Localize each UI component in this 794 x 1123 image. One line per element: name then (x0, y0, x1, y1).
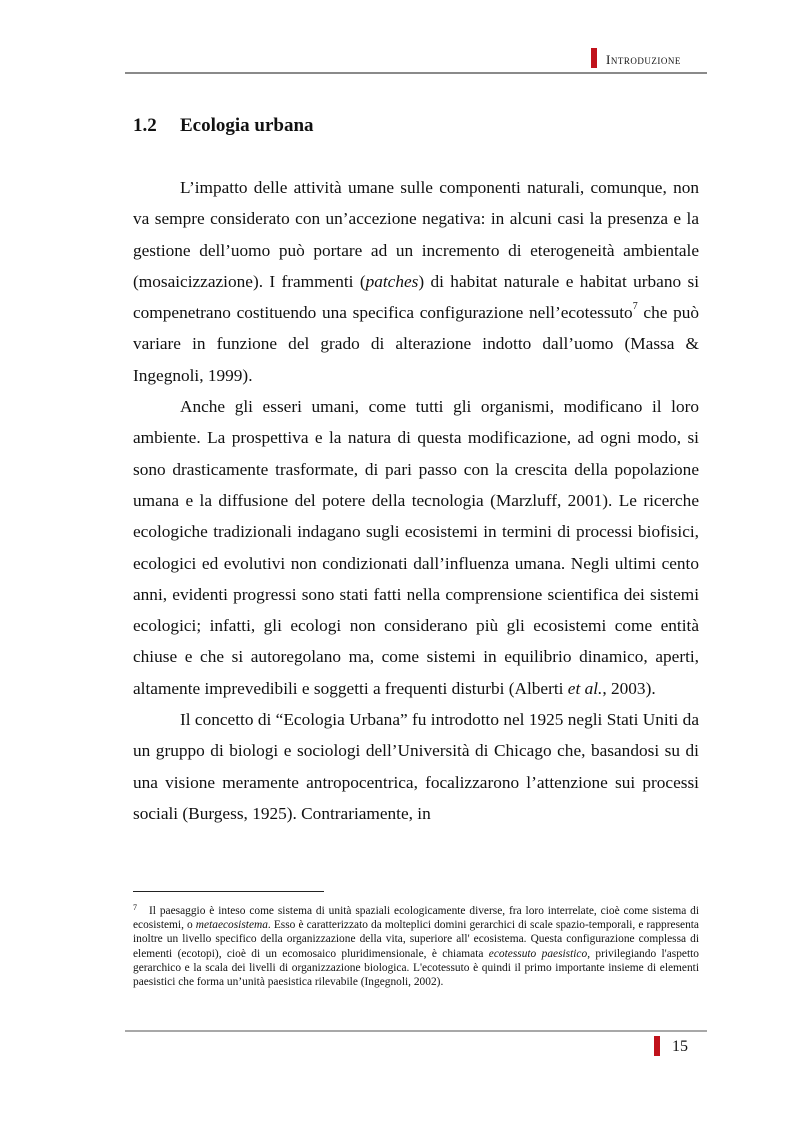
paragraph-1-text-a: L’impatto delle attività umane sulle componenti naturali, comunque, non va sempre considerato con un’accezione negativa: in alcuni casi la presenza e la gestione dell’uomo può portare ad un incremento di eterogeneità ambientale (mosaicizzazione). I frammenti ( (133, 178, 699, 291)
paragraph-1-text-d: che può variare in funzione del grado di alterazione indotto dall’uomo (Massa & Ingegnoli, 1999). (133, 303, 700, 385)
paragraph-1-italic-patches: patches (365, 271, 419, 291)
footnote-italic-metaecosistema: metaecosistema (195, 919, 268, 932)
footer-rule (125, 1030, 707, 1032)
section-number: 1.2 (133, 115, 157, 136)
footer-accent-marker (654, 1036, 660, 1056)
header-accent-marker (591, 48, 597, 68)
paragraph-1 (133, 172, 699, 391)
header-rule (125, 72, 707, 74)
paragraph-3 (133, 704, 699, 829)
paragraph-2 (133, 391, 699, 704)
footnote-mark: 7 (133, 903, 137, 912)
section-title: Ecologia urbana (180, 115, 314, 136)
running-header-title: Introduzione (606, 52, 681, 67)
footnote-separator (133, 891, 324, 892)
paragraph-3-text: Il concetto di “Ecologia Urbana” fu introdotto nel 1925 negli Stati Uniti da un gruppo di biologi e sociologi dell’Università di Chicago che, basandosi su di una visione meramente antropocentrica, focalizzarono l’attenzione sui processi sociali (Burgess, 1925). Contrariamente, in (133, 710, 699, 823)
body-text (133, 172, 699, 829)
footnote-text-c: . Esso è caratterizzato da molteplici domini gerarchici di scale spazio-temporali, e rappresenta inoltre un livello specifico della organizzazione della vita, superiore all' ecosistema. Questa configurazione complessa di elementi (ecotopi), cioè di un ecomosaico pluridimensionale, è chiamata (133, 919, 699, 960)
page-number: 15 (672, 1038, 688, 1055)
paragraph-2-text-c: , 2003). (602, 678, 656, 698)
paragraph-2-italic-et-al: et al. (567, 678, 603, 698)
section-heading (133, 115, 314, 137)
footnote-reference[interactable]: 7 (632, 301, 638, 313)
footnote (133, 901, 699, 989)
footnote-text-e: , privilegiando l'aspetto gerarchico e la scala dei livelli di organizzazione biologica. L'ecotessuto è quindi il primo importante insieme di elementi paesistici che forma un’unità paesistica rilevabile (Ingegnoli, 2002). (133, 947, 699, 989)
paragraph-2-text-a: Anche gli esseri umani, come tutti gli organismi, modificano il loro ambiente. La prospettiva e la natura di questa modificazione, ad ogni modo, si sono drasticamente trasformate, di pari passo con la crescita della popolazione umana e la diffusione del potere della tecnologia (Marzluff, 2001). Le ricerche ecologiche tradizionali indagano sugli ecosistemi in termini di processi biofisici, ecologici ed evolutivi non condizionati dall’influenza umana. Negli ultimi cento anni, evidenti progressi sono stati fatti nella comprensione scientifica dei sistemi ecologici; infatti, gli ecologi non considerano più gli ecosistemi come entità chiuse e che si autoregolano ma, come sistemi in equilibrio dinamico, aperti, altamente imprevedibili e soggetti a frequenti disturbi (Alberti (133, 397, 699, 698)
footnote-italic-ecotessuto: ecotessuto paesistico (488, 947, 588, 960)
footnote-text-a: Il paesaggio è inteso come sistema di unità spaziali ecologicamente diverse, fra loro interrelate, cioè come sistema di ecosistemi, o (133, 905, 699, 932)
paragraph-1-text-c: ) di habitat naturale e habitat urbano si compenetrano costituendo una specifica configurazione nell’ecotessuto (133, 271, 699, 323)
